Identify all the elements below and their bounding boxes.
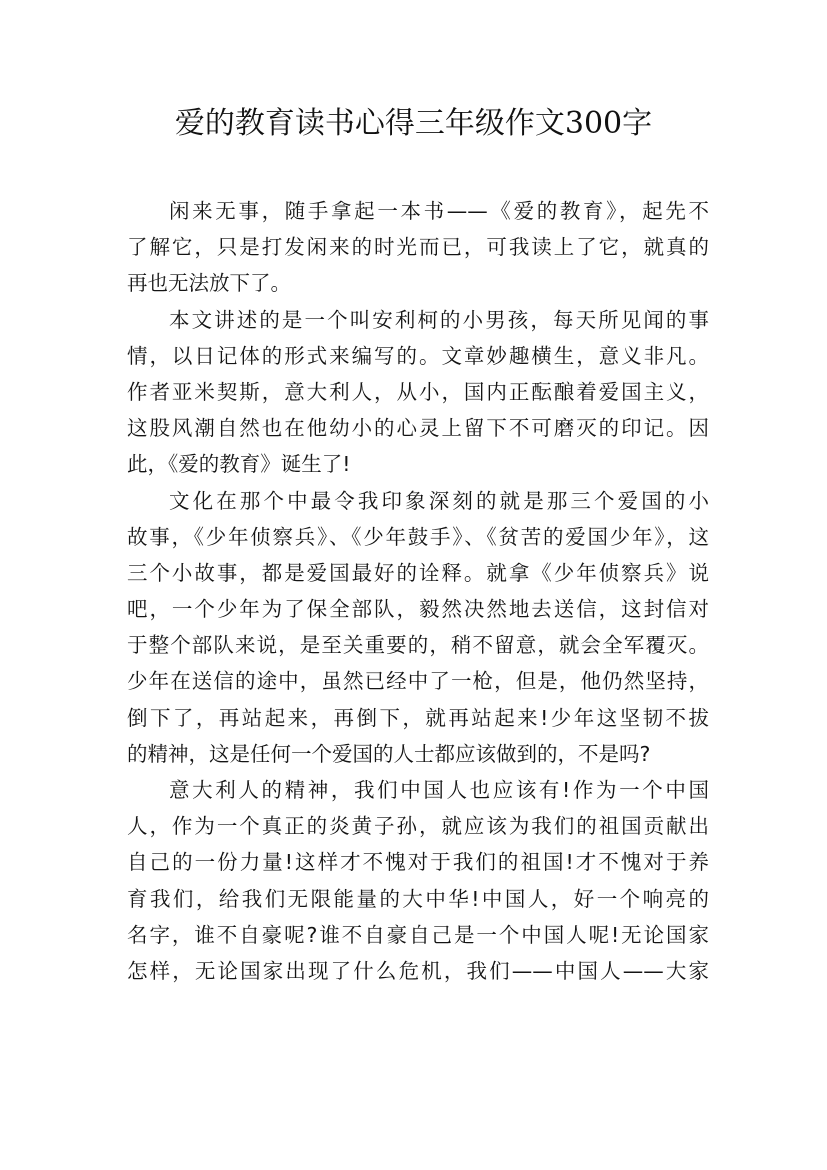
text-line: 名字，谁不自豪呢?谁不自豪自己是一个中国人呢!无论国家 bbox=[127, 922, 709, 947]
text-line: 作者亚米契斯，意大利人，从小，国内正酝酿着爱国主义， bbox=[127, 379, 709, 404]
text-line: 的精神，这是任何一个爱国的人士都应该做到的，不是吗? bbox=[127, 741, 651, 766]
text-line: 人，作为一个真正的炎黄子孙，就应该为我们的祖国贡献出 bbox=[127, 814, 709, 839]
text-line: 了解它，只是打发闲来的时光而已，可我读上了它，就真的 bbox=[127, 235, 709, 260]
text-line: 文化在那个中最令我印象深刻的就是那三个爱国的小 bbox=[169, 488, 709, 513]
text-line: 吧，一个少年为了保全部队，毅然决然地去送信，这封信对 bbox=[127, 597, 709, 622]
article-body bbox=[127, 193, 709, 989]
text-line: 闲来无事，随手拿起一本书——《爱的教育》，起先不 bbox=[169, 199, 709, 223]
text-line: 倒下了，再站起来，再倒下，就再站起来!少年这坚韧不拔 bbox=[127, 705, 709, 730]
text-line: 本文讲述的是一个叫安利柯的小男孩，每天所见闻的事 bbox=[169, 307, 709, 332]
text-line: 这股风潮自然也在他幼小的心灵上留下不可磨灭的印记。因 bbox=[127, 416, 709, 441]
text-line: 自己的一份力量!这样才不愧对于我们的祖国!才不愧对于养 bbox=[127, 850, 709, 875]
text-line: 情，以日记体的形式来编写的。文章妙趣横生，意义非凡。 bbox=[127, 343, 709, 368]
text-line: 再也无法放下了。 bbox=[127, 271, 291, 296]
text-line: 意大利人的精神，我们中国人也应该有!作为一个中国 bbox=[169, 778, 709, 802]
text-line: 于整个部队来说，是至关重要的，稍不留意，就会全军覆灭。 bbox=[127, 633, 709, 658]
text-line: 故事，《少年侦察兵》、《少年鼓手》、《贫苦的爱国少年》，这 bbox=[127, 524, 709, 549]
text-line: 此，《爱的教育》诞生了! bbox=[127, 452, 351, 477]
text-line: 三个小故事，都是爱国最好的诠释。就拿《少年侦察兵》说 bbox=[127, 560, 709, 585]
page-title: 爱的教育读书心得三年级作文300字 bbox=[174, 106, 653, 141]
text-line: 育我们，给我们无限能量的大中华!中国人，好一个响亮的 bbox=[127, 886, 709, 911]
text-line: 少年在送信的途中，虽然已经中了一枪，但是，他仍然坚持， bbox=[127, 669, 709, 694]
text-line: 怎样，无论国家出现了什么危机，我们——中国人——大家 bbox=[127, 958, 709, 983]
